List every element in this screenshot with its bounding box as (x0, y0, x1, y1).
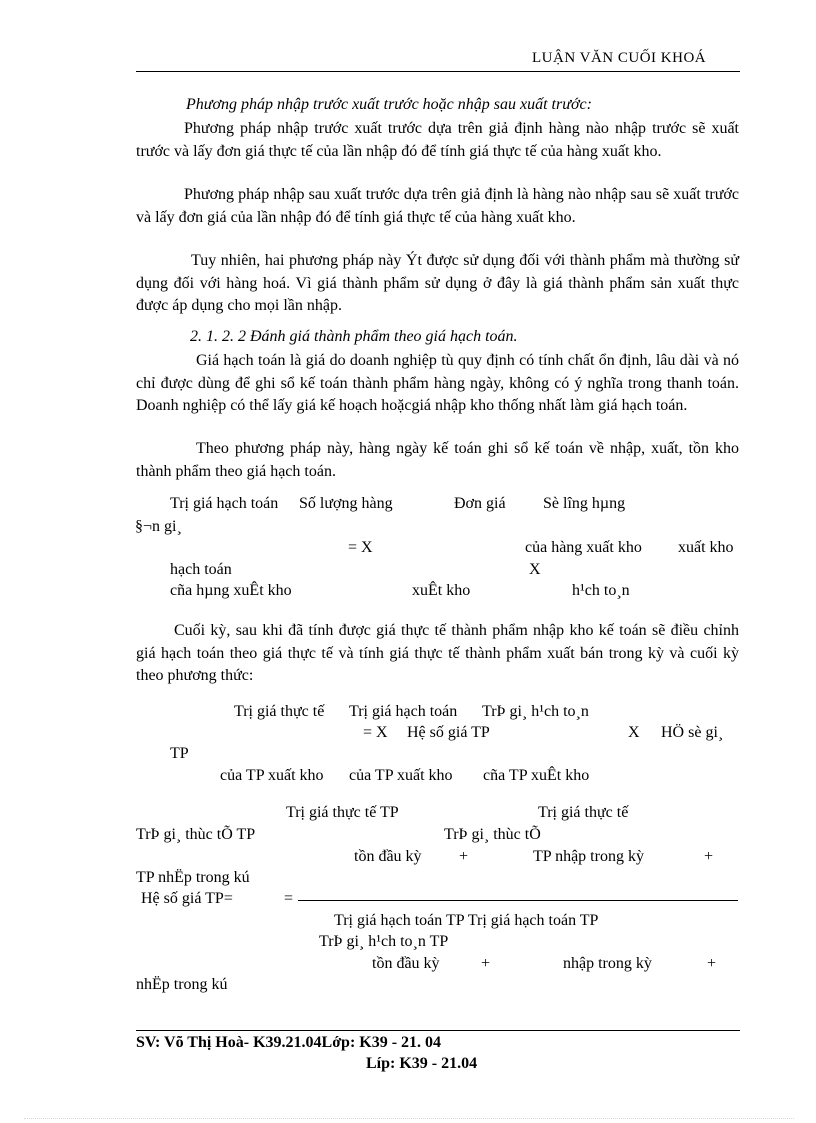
formula1-text: xuÊt kho (412, 582, 471, 599)
formula3-equals: = (284, 890, 294, 907)
formula3-lhs: Hệ số giá TP= (141, 890, 233, 907)
formula2-text: TP (170, 745, 189, 762)
formula2-text: của TP xuất kho (220, 767, 324, 784)
paragraph-note-text: Tuy nhiên, hai phương pháp này Ýt được sử dụng đối với thành phẩm mà thường sử dụng đối với hàng hoá. Vì giá thành phẩm sử dụng ở đây là giá thành phẩm sản xuất thực được áp dụng cho mọi lần nhập. (136, 252, 739, 314)
formula2-text: Trị giá thực tế (234, 703, 325, 720)
paragraph-note (136, 250, 739, 318)
formula1-text: h¹ch to¸n (572, 582, 630, 599)
paragraph-end-period (136, 620, 739, 688)
formula3-text: tồn đầu kỳ (354, 848, 422, 865)
formula3-text: TrÞ gi¸ thùc tÕ TP (136, 826, 256, 843)
formula3-text: + (459, 848, 469, 865)
formula1-text: = X (348, 539, 373, 556)
formula3-text: tồn đầu kỳ (372, 955, 440, 972)
formula3-text: Trị giá thực tế TP (286, 804, 399, 821)
formula2-text: của TP xuất kho (349, 767, 453, 784)
running-header-title: LUẬN VĂN CUỐI KHOÁ (532, 50, 707, 66)
formula3-text: TrÞ gi¸ h¹ch to¸n TP (319, 933, 449, 950)
footer-student-info: SV: Võ Thị Hoà- K39.21.04Lớp: K39 - 21. 04 (136, 1034, 442, 1051)
formula3-text: TP nhËp trong kú (136, 869, 250, 886)
formula1-text: hạch toán (170, 561, 232, 578)
formula2-text: X (628, 724, 640, 741)
formula2-text: Trị giá hạch toán (349, 703, 458, 720)
formula3-text: + (481, 955, 491, 972)
paragraph-fifo-text: Phương pháp nhập trước xuất trước dựa trên giả định hàng nào nhập trước sẽ xuất trước và lấy đơn giá thực tế của lần nhập đó để tính giá thực tế của hàng xuất kho. (136, 120, 739, 160)
footer-rule (136, 1030, 740, 1031)
fraction-bar (298, 900, 738, 901)
formula1-text: Sè lîng hµng (543, 495, 626, 512)
section-heading-2-1-2-2: 2. 1. 2. 2 Đánh giá thành phẩm theo giá hạch toán. (190, 328, 518, 345)
formula3-text: TrÞ gi¸ thùc tÕ (444, 826, 541, 843)
header-rule (136, 71, 740, 72)
paragraph-method-text: Theo phương pháp này, hàng ngày kế toán ghi sổ kế toán về nhập, xuất, tồn kho thành phẩm theo giá hạch toán. (136, 440, 739, 480)
paragraph-fifo (136, 118, 739, 163)
formula2-text: TrÞ gi¸ h¹ch to¸n (482, 703, 589, 720)
formula1-text: của hàng xuất kho (525, 539, 642, 556)
footer-class-info: Líp: K39 - 21.04 (366, 1055, 478, 1072)
formula2-text: HÖ sè gi¸ (661, 724, 724, 741)
formula1-text: xuất kho (678, 539, 734, 556)
formula3-text: Trị giá hạch toán TP Trị giá hạch toán TP (334, 912, 599, 929)
formula1-text: Đơn giá (454, 495, 506, 512)
page-edge-dotted-line (24, 1118, 794, 1119)
formula3-text: + (707, 955, 717, 972)
section-heading-fifo-lifo: Phương pháp nhập trước xuất trước hoặc nhập sau xuất trước: (186, 96, 592, 113)
formula2-text: Hệ số giá TP (407, 724, 490, 741)
paragraph-method (136, 438, 739, 483)
formula1-text: X (529, 561, 541, 578)
paragraph-lifo (136, 184, 739, 229)
formula1-text: §¬n gi¸ (135, 518, 182, 535)
formula3-text: nhËp trong kú (136, 976, 228, 993)
formula1-text: Số lượng hàng (299, 495, 393, 512)
paragraph-definition (136, 350, 739, 418)
paragraph-end-period-text: Cuối kỳ, sau khi đã tính được giá thực tế thành phẩm nhập kho kế toán sẽ điều chỉnh giá hạch toán theo giá thực tế và tính giá thực tế thành phẩm xuất bán trong kỳ và cuối kỳ theo phương thức: (136, 622, 739, 684)
formula3-text: nhập trong kỳ (563, 955, 652, 972)
formula3-text: + (704, 848, 714, 865)
formula2-text: cña TP xuÊt kho (483, 767, 590, 784)
formula3-text: Trị giá thực tế (538, 804, 629, 821)
formula1-text: cña hµng xuÊt kho (170, 582, 292, 599)
formula1-text: Trị giá hạch toán (170, 495, 279, 512)
formula3-text: TP nhập trong kỳ (533, 848, 644, 865)
paragraph-definition-text: Giá hạch toán là giá do doanh nghiệp tù quy định có tính chất ổn định, lâu dài và nó chỉ được dùng để ghi sổ kế toán thành phẩm hàng ngày, không có ý nghĩa trong thanh toán. Doanh nghiệp có thể lấy giá kế hoạch hoặcgiá nhập kho thống nhất làm giá hạch toán. (136, 352, 739, 414)
paragraph-lifo-text: Phương pháp nhập sau xuất trước dựa trên giả định là hàng nào nhập sau sẽ xuất trước và lấy đơn giá của lần nhập đó để tính giá thực tế của hàng xuất kho. (136, 186, 739, 226)
formula2-text: = X (363, 724, 388, 741)
